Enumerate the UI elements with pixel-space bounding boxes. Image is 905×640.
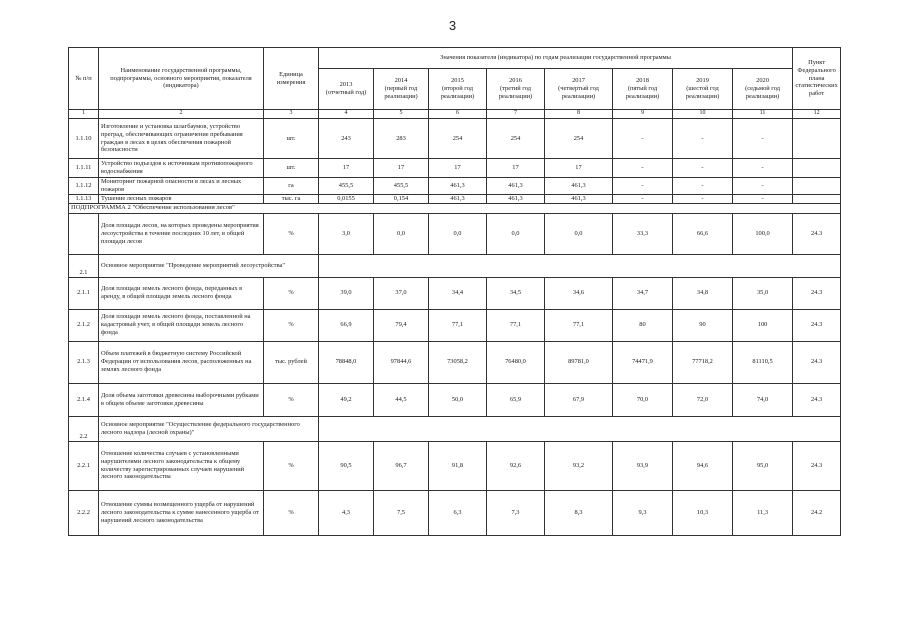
- value-cell: 39,0: [319, 277, 374, 309]
- value-cell: 34,5: [487, 277, 545, 309]
- value-cell: 8,3: [545, 490, 613, 535]
- value-cell: 100: [733, 309, 793, 341]
- unit-cell: тыс. га: [264, 194, 319, 203]
- header-values-group: Значения показателя (индикатора) по годам реализации государственной программы: [319, 48, 793, 69]
- value-cell: 73058,2: [429, 341, 487, 383]
- value-cell: 66,9: [319, 309, 374, 341]
- value-cell: 254: [487, 119, 545, 159]
- value-cell: -: [733, 178, 793, 195]
- value-cell: 17: [429, 159, 487, 178]
- unit-cell: %: [264, 490, 319, 535]
- header-name: Наименование государственной программы, подпрограммы, основного мероприятия, показателя (индикатора): [99, 48, 264, 110]
- header-year: [613, 69, 673, 110]
- value-cell: 0,154: [374, 194, 429, 203]
- value-cell: 93,9: [613, 441, 673, 490]
- value-cell: 74471,9: [613, 341, 673, 383]
- value-cell: 461,3: [429, 194, 487, 203]
- row-number: 1.1.12: [69, 178, 99, 195]
- plan-cell: 24.3: [793, 277, 841, 309]
- value-cell: -: [733, 159, 793, 178]
- value-cell: -: [673, 159, 733, 178]
- column-number: 9: [613, 110, 673, 119]
- value-cell: 49,2: [319, 383, 374, 416]
- row-number: 2.2: [69, 416, 99, 441]
- indicator-name: Отношение количества случаев с установленными нарушителями лесного законодательства к общему количеству зарегистрированных случаев нарушений лесного законодательства: [99, 441, 264, 490]
- value-cell: 461,3: [487, 194, 545, 203]
- column-number: 6: [429, 110, 487, 119]
- header-year-note: (отчетный год): [325, 89, 367, 96]
- header-year: [319, 69, 374, 110]
- row-number: [69, 213, 99, 254]
- header-year-note: (четвертый год реализации): [558, 85, 599, 100]
- unit-cell: %: [264, 213, 319, 254]
- column-number: 11: [733, 110, 793, 119]
- header-year-value: 2020: [756, 77, 769, 85]
- value-cell: 0,0: [429, 213, 487, 254]
- row-number: 1.1.11: [69, 159, 99, 178]
- value-cell: 77718,2: [673, 341, 733, 383]
- unit-cell: %: [264, 441, 319, 490]
- row-number: 2.1: [69, 254, 99, 277]
- value-cell: 34,8: [673, 277, 733, 309]
- value-cell: 0,0: [374, 213, 429, 254]
- table-row: [69, 119, 841, 159]
- plan-cell: 24.3: [793, 441, 841, 490]
- column-number: 1: [69, 110, 99, 119]
- unit-cell: %: [264, 277, 319, 309]
- unit-cell: %: [264, 383, 319, 416]
- table-row: [69, 277, 841, 309]
- unit-cell: шт.: [264, 119, 319, 159]
- column-number: 5: [374, 110, 429, 119]
- header-year-note: (второй год реализации): [440, 85, 475, 100]
- value-cell: 0,0: [487, 213, 545, 254]
- value-cell: 461,3: [429, 178, 487, 195]
- header-plan: Пункт Федерального плана статистических работ: [793, 48, 841, 110]
- indicator-name: Мониторинг пожарной опасности в лесах и лесных пожаров: [99, 178, 264, 195]
- row-number: 2.1.4: [69, 383, 99, 416]
- value-cell: 35,0: [733, 277, 793, 309]
- value-cell: 67,9: [545, 383, 613, 416]
- plan-cell: [793, 119, 841, 159]
- unit-cell: га: [264, 178, 319, 195]
- value-cell: 17: [487, 159, 545, 178]
- table-row: [69, 490, 841, 535]
- value-cell: 37,0: [374, 277, 429, 309]
- indicators-table: [68, 47, 841, 536]
- column-number: 10: [673, 110, 733, 119]
- value-cell: -: [673, 119, 733, 159]
- subprogram-title: ПОДПРОГРАММА 2 "Обеспечение использования лесов": [69, 203, 841, 213]
- value-cell: 17: [545, 159, 613, 178]
- value-cell: 95,0: [733, 441, 793, 490]
- value-cell: 461,3: [487, 178, 545, 195]
- value-cell: -: [613, 159, 673, 178]
- header-year-value: 2016: [509, 77, 522, 85]
- measure-row: [69, 416, 841, 441]
- value-cell: 283: [374, 119, 429, 159]
- header-year-value: 2018: [636, 77, 649, 85]
- header-year-note: (седьмой год реализации): [745, 85, 781, 100]
- value-cell: 34,6: [545, 277, 613, 309]
- value-cell: -: [613, 178, 673, 195]
- header-year-value: 2014: [394, 77, 408, 85]
- plan-cell: 24.3: [793, 383, 841, 416]
- value-cell: 77,1: [429, 309, 487, 341]
- header-year: [673, 69, 733, 110]
- value-cell: 243: [319, 119, 374, 159]
- value-cell: -: [613, 194, 673, 203]
- value-cell: 80: [613, 309, 673, 341]
- value-cell: 70,0: [613, 383, 673, 416]
- value-cell: 455,5: [374, 178, 429, 195]
- table-row: [69, 383, 841, 416]
- measure-row: [69, 254, 841, 277]
- value-cell: 7,3: [487, 490, 545, 535]
- value-cell: -: [733, 194, 793, 203]
- header-year-value: 2019: [696, 77, 709, 85]
- row-number: 2.1.3: [69, 341, 99, 383]
- header-year-value: 2015: [451, 77, 464, 85]
- indicator-name: Доля площади лесов, на которых проведены мероприятия лесоустройства в течение последних 10 лет, в общей площади лесов: [99, 213, 264, 254]
- value-cell: 10,3: [673, 490, 733, 535]
- indicator-name: Доля площади земель лесного фонда, переданных в аренду, в общей площади земель лесного фонда: [99, 277, 264, 309]
- value-cell: -: [613, 119, 673, 159]
- header-row-1: [69, 48, 841, 69]
- value-cell: -: [673, 194, 733, 203]
- unit-cell: тыс. рублей: [264, 341, 319, 383]
- plan-cell: 24.3: [793, 341, 841, 383]
- table-body: [69, 48, 841, 536]
- value-cell: 11,3: [733, 490, 793, 535]
- header-year-note: (первый год реализации): [384, 85, 418, 100]
- value-cell: 77,1: [487, 309, 545, 341]
- value-cell: 77,1: [545, 309, 613, 341]
- plan-cell: 24.3: [793, 309, 841, 341]
- table-row: [69, 441, 841, 490]
- value-cell: 34,4: [429, 277, 487, 309]
- table-row: [69, 194, 841, 203]
- value-cell: 50,0: [429, 383, 487, 416]
- value-cell: 72,0: [673, 383, 733, 416]
- unit-cell: шт.: [264, 159, 319, 178]
- plan-cell: 24.3: [793, 213, 841, 254]
- value-cell: 254: [545, 119, 613, 159]
- value-cell: 33,3: [613, 213, 673, 254]
- header-year: [429, 69, 487, 110]
- measure-name: Основное мероприятие "Осуществление федерального государственного лесного надзора (лесной охраны)": [99, 416, 319, 441]
- value-cell: 4,3: [319, 490, 374, 535]
- header-unit: Единица измерения: [264, 48, 319, 110]
- value-cell: 66,6: [673, 213, 733, 254]
- header-year-value: 2017: [572, 77, 585, 85]
- value-cell: 7,5: [374, 490, 429, 535]
- column-number: 7: [487, 110, 545, 119]
- table-row: [69, 341, 841, 383]
- row-number: 2.1.1: [69, 277, 99, 309]
- plan-cell: [793, 178, 841, 195]
- value-cell: 97844,6: [374, 341, 429, 383]
- column-number: 2: [99, 110, 264, 119]
- value-cell: 79,4: [374, 309, 429, 341]
- table-row: [69, 159, 841, 178]
- indicator-name: Устройство подъездов к источникам противопожарного водоснабжения: [99, 159, 264, 178]
- header-year: [374, 69, 429, 110]
- column-number: 3: [264, 110, 319, 119]
- page-number: 3: [448, 18, 457, 33]
- value-cell: 455,5: [319, 178, 374, 195]
- measure-name: Основное мероприятие "Проведение мероприятий лесоустройства": [99, 254, 319, 277]
- value-cell: 91,8: [429, 441, 487, 490]
- measure-spacer: [319, 416, 841, 441]
- header-year: [487, 69, 545, 110]
- value-cell: 78848,0: [319, 341, 374, 383]
- plan-cell: [793, 194, 841, 203]
- value-cell: 6,3: [429, 490, 487, 535]
- value-cell: 0,0155: [319, 194, 374, 203]
- value-cell: 89781,0: [545, 341, 613, 383]
- plan-cell: [793, 159, 841, 178]
- value-cell: -: [733, 119, 793, 159]
- value-cell: 90,5: [319, 441, 374, 490]
- row-number: 2.2.2: [69, 490, 99, 535]
- header-year-note: (шестой год реализации): [685, 85, 720, 100]
- header-year: [733, 69, 793, 110]
- row-number: 2.2.1: [69, 441, 99, 490]
- value-cell: 94,6: [673, 441, 733, 490]
- indicator-name: Доля площади земель лесного фонда, поставленной на кадастровый учет, в общей площади земель лесного фонда: [99, 309, 264, 341]
- value-cell: 0,0: [545, 213, 613, 254]
- value-cell: 3,0: [319, 213, 374, 254]
- indicator-name: Отношение суммы возмещенного ущерба от нарушений лесного законодательства к сумме нанесенного ущерба от нарушений лесного законодательства: [99, 490, 264, 535]
- plan-cell: 24.2: [793, 490, 841, 535]
- value-cell: 34,7: [613, 277, 673, 309]
- value-cell: 81110,5: [733, 341, 793, 383]
- header-year-note: (пятый год реализации): [625, 85, 660, 100]
- value-cell: 461,3: [545, 178, 613, 195]
- value-cell: 74,0: [733, 383, 793, 416]
- column-number: 8: [545, 110, 613, 119]
- indicator-name: Изготовление и установка шлагбаумов, устройство преград, обеспечивающих ограничение пребывания граждан в лесах в целях обеспечения пожарной безопасности: [99, 119, 264, 159]
- indicator-name: Доля объема заготовки древесины выборочными рубками в общем объеме заготовки древесины: [99, 383, 264, 416]
- column-number: 4: [319, 110, 374, 119]
- table-row: [69, 309, 841, 341]
- row-number: 2.1.2: [69, 309, 99, 341]
- column-number: 12: [793, 110, 841, 119]
- value-cell: 100,0: [733, 213, 793, 254]
- value-cell: 17: [319, 159, 374, 178]
- value-cell: 461,3: [545, 194, 613, 203]
- column-number-row: [69, 110, 841, 119]
- indicator-name: Тушение лесных пожаров: [99, 194, 264, 203]
- value-cell: -: [673, 178, 733, 195]
- value-cell: 65,9: [487, 383, 545, 416]
- header-year-value: 2013: [339, 81, 353, 89]
- header-year: [545, 69, 613, 110]
- value-cell: 93,2: [545, 441, 613, 490]
- subprogram-row: [69, 203, 841, 213]
- table-row: [69, 213, 841, 254]
- row-number: 1.1.13: [69, 194, 99, 203]
- value-cell: 17: [374, 159, 429, 178]
- value-cell: 96,7: [374, 441, 429, 490]
- value-cell: 90: [673, 309, 733, 341]
- value-cell: 254: [429, 119, 487, 159]
- unit-cell: %: [264, 309, 319, 341]
- header-num: № п/п: [69, 48, 99, 110]
- value-cell: 44,5: [374, 383, 429, 416]
- value-cell: 9,3: [613, 490, 673, 535]
- header-year-note: (третий год реализации): [498, 85, 533, 100]
- indicator-name: Объем платежей в бюджетную систему Российской Федерации от использования лесов, расположенных на землях лесного фонда: [99, 341, 264, 383]
- value-cell: 76480,0: [487, 341, 545, 383]
- table-row: [69, 178, 841, 195]
- measure-spacer: [319, 254, 841, 277]
- row-number: 1.1.10: [69, 119, 99, 159]
- value-cell: 92,6: [487, 441, 545, 490]
